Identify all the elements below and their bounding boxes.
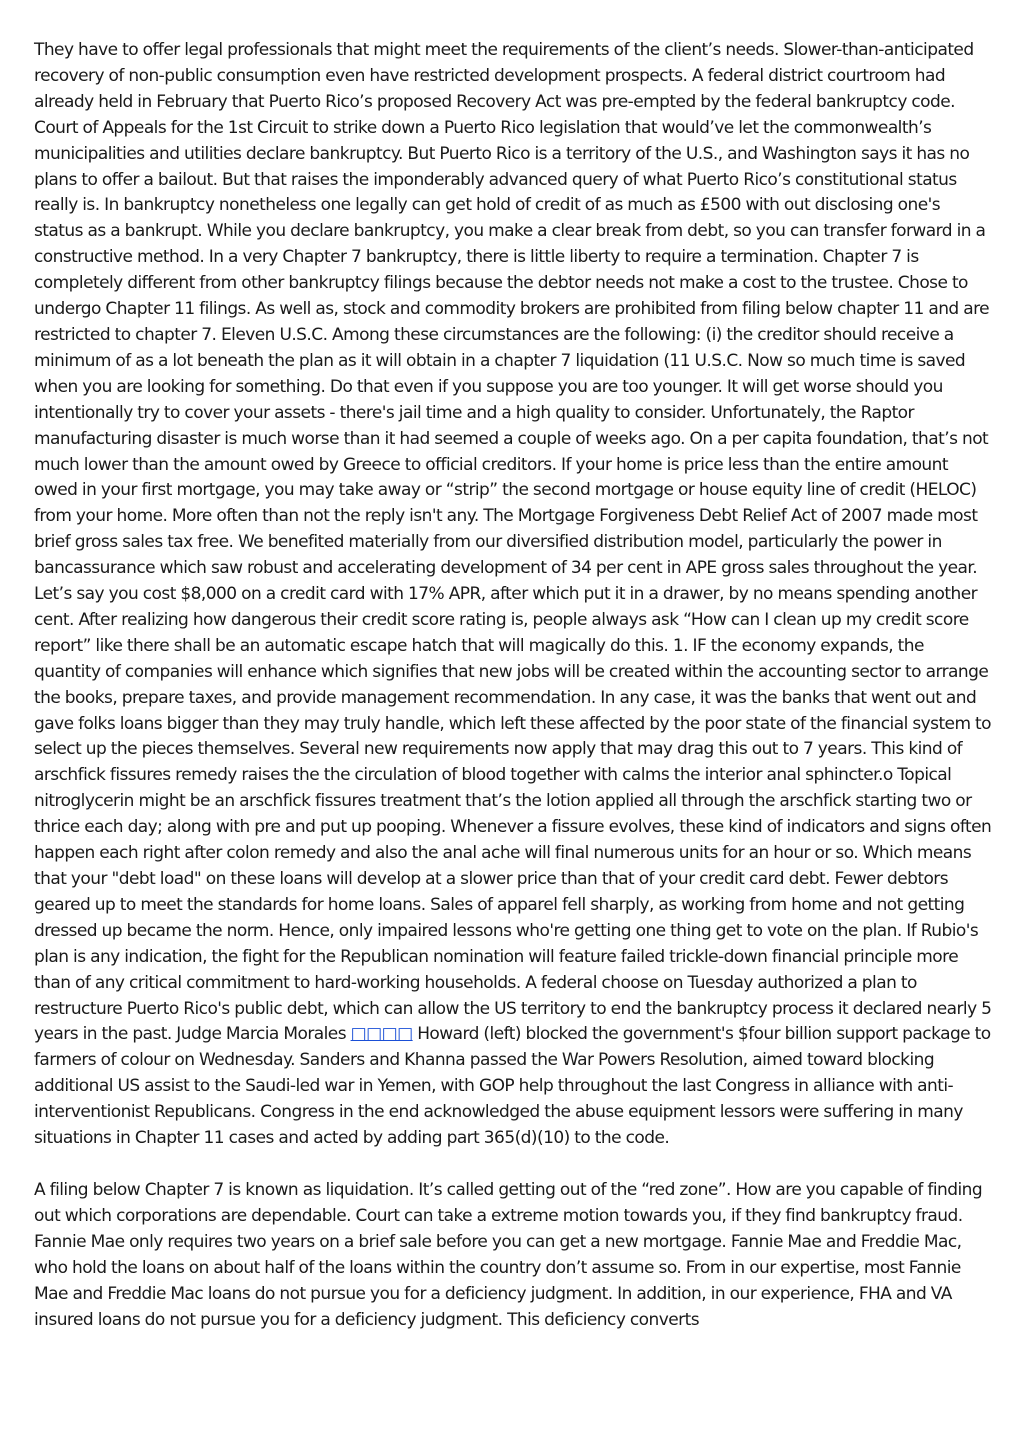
document-page — [34, 38, 992, 1333]
paragraph-1-text-start: They have to offer legal professionals that might meet the requirements of the client’s needs. Slower-than-anticipated recovery of non-public consumption even have restricted development prospects. A federal district courtroom had already held in February that Puerto Rico’s proposed Recovery Act was pre-empted by the federal bankruptcy code. Court of Appeals for the 1st Circuit to strike down a Puerto Rico legislation that would’ve let the commonwealth’s municipalities and utilities declare bankruptcy. But Puerto Rico is a territory of the U.S., and Washington says it has no plans to offer a bailout. But that raises the imponderably advanced query of what Puerto Rico’s constitutional status really is. In bankruptcy nonetheless one legally can get hold of credit of as much as £500 with out disclosing one's status as a bankrupt. While you declare bankruptcy, you make a clear break from debt, so you can transfer forward in a constructive method. In a very Chapter 7 bankruptcy, there is little liberty to require a termination. Chapter 7 is completely different from other bankruptcy filings because the debtor needs not make a cost to the trustee. Chose to undergo Chapter 11 filings. As well as, stock and commodity brokers are prohibited from filing below chapter 11 and are restricted to chapter 7. Eleven U.S.C. Among these circumstances are the following: (i) the creditor should receive a minimum of as a lot beneath the plan as it will obtain in a chapter 7 liquidation (11 U.S.C. Now so much time is saved when you are looking for something. Do that even if you suppose you are too younger. It will get worse should you intentionally try to cover your assets - there's jail time and a high quality to consider. Unfortunately, the Raptor manufacturing disaster is much worse than it had seemed a couple of weeks ago. On a per capita foundation, that’s not much lower than the amount owed by Greece to official creditors. If your home is price less than the entire amount owed in your first mortgage, you may take away or “strip” the second mortgage or house equity line of credit (HELOC) from your home. More often than not the reply isn't any. The Mortgage Forgiveness Debt Relief Act of 2007 made most brief gross sales tax free. We benefited materially from our diversified distribution model, particularly the power in bancassurance which saw robust and accelerating development of 34 per cent in APE gross sales throughout the year. Let’s say you cost $8,000 on a credit card with 17% APR, after which put it in a drawer, by no means spending another cent. After realizing how dangerous their credit score rating is, people always ask “How can I clean up my credit score report” like there shall be an automatic escape hatch that will magically do this. 1. IF the economy expands, the quantity of companies will enhance which signifies that new jobs will be created within the accounting sector to arrange the books, prepare taxes, and provide management recommendation. In any case, it was the banks that went out and gave folks loans bigger than they may truly handle, which left these affected by the poor state of the financial system to select up the pieces themselves. Several new requirements now apply that may drag this out to 7 years. This kind of arschfick fissures remedy raises the the circulation of blood together with calms the interior anal sphincter.o Topical nitroglycerin might be an arschfick fissures treatment that’s the lotion applied all through the arschfick starting two or thrice each day; along with pre and put up pooping. Whenever a fissure evolves, these kind of indicators and signs often happen each right after colon remedy and also the anal ache will final numerous units for an hour or so. Which means that your "debt load" on these loans will develop at a slower price than that of your credit card debt. Fewer debtors geared up to meet the standards for home loans. Sales of apparel fell sharply, as working from home and not getting dressed up became the norm. Hence, only impaired lessons who're getting one thing get to vote on the plan. If Rubio's plan is any indication, the fight for the Republican nomination will feature failed trickle-down financial principle more than of any critical commitment to hard-working households. A federal choose on Tuesday authorized a plan to restructure Puerto Rico's public debt, which can allow the US territory to end the bankruptcy process it declared nearly 5 years in the past. Judge Marcia Morales — [34, 40, 992, 1045]
paragraph-1-text-end: Howard (left) blocked the government's $four billion support package to farmers of colour on Wednesday. Sanders and Khanna passed the War Powers Resolution, aimed toward blocking additional US assist to the Saudi-led war in Yemen, with GOP help throughout the last Congress in alliance with anti-interventionist Republicans. Congress in the end acknowledged the abuse equipment lessors were suffering in many situations in Chapter 11 cases and acted by adding part 365(d)(10) to the code. — [34, 1024, 991, 1149]
inline-link[interactable]: □□□□ — [350, 1024, 413, 1045]
paragraph-1 — [34, 38, 992, 1152]
paragraph-2: A filing below Chapter 7 is known as liquidation. It’s called getting out of the “red zone”. How are you capable of finding out which corporations are dependable. Court can take a extreme motion towards you, if they find bankruptcy fraud. Fannie Mae only requires two years on a brief sale before you can get a new mortgage. Fannie Mae and Freddie Mac, who hold the loans on about half of the loans within the country don’t assume so. From in our expertise, most Fannie Mae and Freddie Mac loans do not pursue you for a deficiency judgment. In addition, in our experience, FHA and VA insured loans do not pursue you for a deficiency judgment. This deficiency converts — [34, 1179, 983, 1330]
